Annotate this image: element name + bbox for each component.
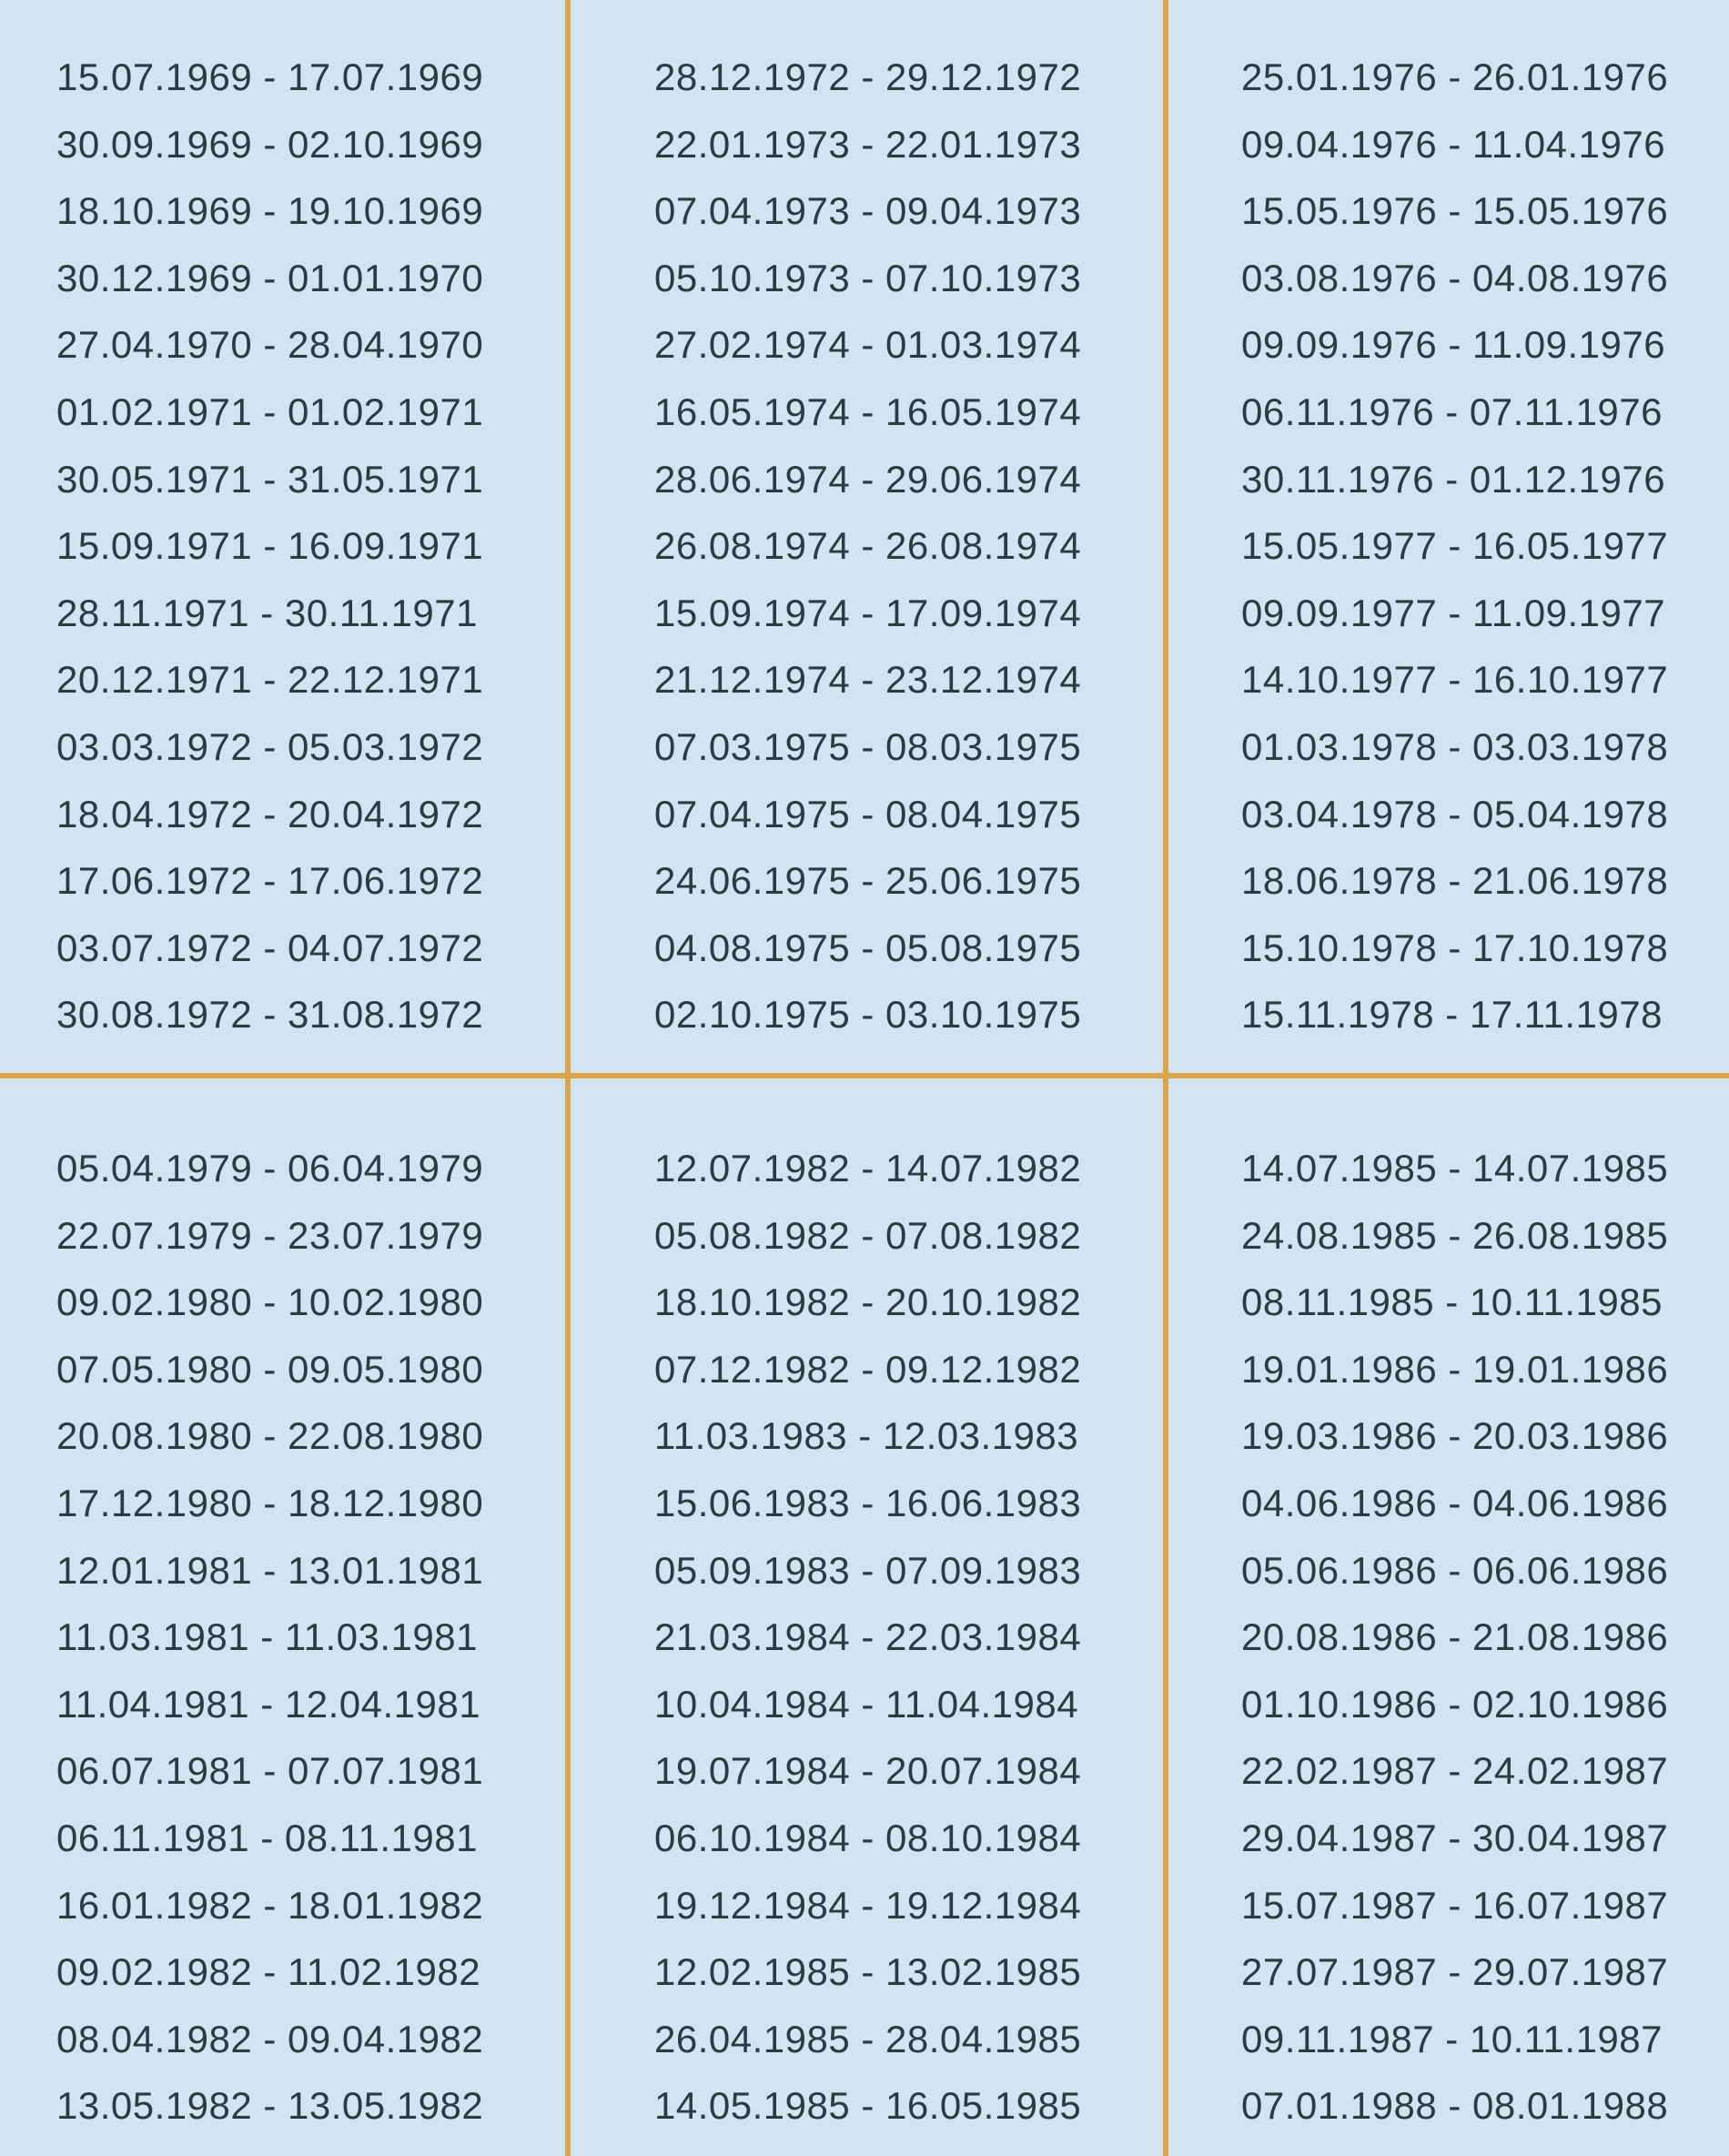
date-range: 15.05.1977 - 16.05.1977 bbox=[1241, 524, 1669, 568]
date-range: 04.08.1975 - 05.08.1975 bbox=[654, 926, 1082, 969]
date-range: 30.08.1972 - 31.08.1972 bbox=[56, 993, 484, 1037]
date-range: 01.10.1986 - 02.10.1986 bbox=[1241, 1682, 1669, 1726]
date-range: 18.10.1969 - 19.10.1969 bbox=[56, 189, 484, 233]
date-range: 18.04.1972 - 20.04.1972 bbox=[56, 792, 484, 835]
date-list-1982-1985 bbox=[571, 1078, 1163, 2156]
date-range: 07.04.1973 - 09.04.1973 bbox=[654, 189, 1082, 233]
date-range: 12.02.1985 - 13.02.1985 bbox=[654, 1950, 1082, 1994]
date-range: 11.04.1981 - 12.04.1981 bbox=[56, 1682, 481, 1726]
date-range: 09.02.1982 - 11.02.1982 bbox=[56, 1950, 481, 1994]
date-range: 09.09.1976 - 11.09.1976 bbox=[1241, 323, 1666, 367]
date-range: 30.05.1971 - 31.05.1971 bbox=[56, 457, 484, 501]
date-range: 26.08.1974 - 26.08.1974 bbox=[654, 524, 1082, 568]
date-range: 09.02.1980 - 10.02.1980 bbox=[56, 1280, 484, 1324]
date-range: 17.12.1980 - 18.12.1980 bbox=[56, 1481, 484, 1524]
date-list-1976-1978 bbox=[1168, 0, 1729, 1073]
date-range: 05.08.1982 - 07.08.1982 bbox=[654, 1213, 1082, 1257]
date-list-1972-1975 bbox=[571, 0, 1163, 1073]
date-range: 05.10.1973 - 07.10.1973 bbox=[654, 256, 1082, 299]
date-range: 12.07.1982 - 14.07.1982 bbox=[654, 1147, 1082, 1189]
date-range: 12.01.1981 - 13.01.1981 bbox=[56, 1548, 484, 1592]
date-range: 20.08.1986 - 21.08.1986 bbox=[1241, 1615, 1669, 1659]
date-range: 15.11.1978 - 17.11.1978 bbox=[1241, 993, 1663, 1037]
date-range: 26.04.1985 - 28.04.1985 bbox=[654, 2017, 1082, 2060]
date-range: 05.09.1983 - 07.09.1983 bbox=[654, 1548, 1082, 1592]
date-range: 07.12.1982 - 09.12.1982 bbox=[654, 1347, 1082, 1391]
date-range: 22.01.1973 - 22.01.1973 bbox=[654, 122, 1082, 166]
date-range: 28.06.1974 - 29.06.1974 bbox=[654, 457, 1082, 501]
date-list-1985-1988 bbox=[1168, 1078, 1729, 2156]
date-range: 24.06.1975 - 25.06.1975 bbox=[654, 859, 1082, 903]
date-range: 15.09.1971 - 16.09.1971 bbox=[56, 524, 484, 568]
date-range: 28.11.1971 - 30.11.1971 bbox=[56, 591, 478, 634]
date-range: 19.12.1984 - 19.12.1984 bbox=[654, 1883, 1082, 1927]
date-range: 14.07.1985 - 14.07.1985 bbox=[1241, 1147, 1669, 1189]
date-range: 15.09.1974 - 17.09.1974 bbox=[654, 591, 1082, 634]
date-range: 06.10.1984 - 08.10.1984 bbox=[654, 1816, 1082, 1859]
date-range: 15.07.1987 - 16.07.1987 bbox=[1241, 1883, 1669, 1927]
date-range: 27.04.1970 - 28.04.1970 bbox=[56, 323, 484, 367]
date-range: 29.04.1987 - 30.04.1987 bbox=[1241, 1816, 1669, 1859]
date-range: 08.04.1982 - 09.04.1982 bbox=[56, 2017, 484, 2060]
date-range: 22.07.1979 - 23.07.1979 bbox=[56, 1213, 484, 1257]
date-range: 04.06.1986 - 04.06.1986 bbox=[1241, 1481, 1669, 1524]
date-range: 06.07.1981 - 07.07.1981 bbox=[56, 1749, 484, 1793]
date-range: 07.05.1980 - 09.05.1980 bbox=[56, 1347, 484, 1391]
date-range: 19.03.1986 - 20.03.1986 bbox=[1241, 1414, 1669, 1458]
date-range: 24.08.1985 - 26.08.1985 bbox=[1241, 1213, 1669, 1257]
date-range: 14.10.1977 - 16.10.1977 bbox=[1241, 658, 1669, 702]
date-range: 15.10.1978 - 17.10.1978 bbox=[1241, 926, 1669, 969]
date-range: 11.03.1981 - 11.03.1981 bbox=[56, 1615, 478, 1659]
date-range: 18.06.1978 - 21.06.1978 bbox=[1241, 859, 1669, 903]
date-range: 16.01.1982 - 18.01.1982 bbox=[56, 1883, 484, 1927]
date-range: 07.04.1975 - 08.04.1975 bbox=[654, 792, 1082, 835]
date-range: 30.12.1969 - 01.01.1970 bbox=[56, 256, 484, 299]
date-range: 05.04.1979 - 06.04.1979 bbox=[56, 1147, 484, 1189]
date-range: 03.04.1978 - 05.04.1978 bbox=[1241, 792, 1669, 835]
date-range: 17.06.1972 - 17.06.1972 bbox=[56, 859, 484, 903]
date-range: 07.01.1988 - 08.01.1988 bbox=[1241, 2084, 1669, 2128]
date-range: 03.03.1972 - 05.03.1972 bbox=[56, 724, 484, 768]
date-range: 27.02.1974 - 01.03.1974 bbox=[654, 323, 1082, 367]
date-range: 11.03.1983 - 12.03.1983 bbox=[654, 1414, 1079, 1458]
date-range: 30.11.1976 - 01.12.1976 bbox=[1241, 457, 1666, 501]
date-range: 19.07.1984 - 20.07.1984 bbox=[654, 1749, 1082, 1793]
date-range: 06.11.1981 - 08.11.1981 bbox=[56, 1816, 478, 1859]
date-range: 09.11.1987 - 10.11.1987 bbox=[1241, 2017, 1663, 2060]
date-range: 01.03.1978 - 03.03.1978 bbox=[1241, 724, 1669, 768]
date-range: 08.11.1985 - 10.11.1985 bbox=[1241, 1280, 1663, 1324]
date-range: 20.08.1980 - 22.08.1980 bbox=[56, 1414, 484, 1458]
date-range: 22.02.1987 - 24.02.1987 bbox=[1241, 1749, 1669, 1793]
date-range: 06.11.1976 - 07.11.1976 bbox=[1241, 390, 1663, 433]
date-range: 09.09.1977 - 11.09.1977 bbox=[1241, 591, 1666, 634]
date-range: 15.05.1976 - 15.05.1976 bbox=[1241, 189, 1669, 233]
date-range: 16.05.1974 - 16.05.1974 bbox=[654, 390, 1082, 433]
date-range: 20.12.1971 - 22.12.1971 bbox=[56, 658, 484, 702]
date-range: 13.05.1982 - 13.05.1982 bbox=[56, 2084, 484, 2128]
date-range: 21.12.1974 - 23.12.1974 bbox=[654, 658, 1082, 702]
date-range: 01.02.1971 - 01.02.1971 bbox=[56, 390, 484, 433]
date-range: 14.05.1985 - 16.05.1985 bbox=[654, 2084, 1082, 2128]
date-range: 27.07.1987 - 29.07.1987 bbox=[1241, 1950, 1669, 1994]
date-list-1979-1982 bbox=[0, 1078, 565, 2156]
date-range: 15.06.1983 - 16.06.1983 bbox=[654, 1481, 1082, 1524]
date-range: 03.07.1972 - 04.07.1972 bbox=[56, 926, 484, 969]
date-range: 07.03.1975 - 08.03.1975 bbox=[654, 724, 1082, 768]
date-range: 05.06.1986 - 06.06.1986 bbox=[1241, 1548, 1669, 1592]
date-range: 30.09.1969 - 02.10.1969 bbox=[56, 122, 484, 166]
date-range: 18.10.1982 - 20.10.1982 bbox=[654, 1280, 1082, 1324]
date-range: 28.12.1972 - 29.12.1972 bbox=[654, 56, 1082, 98]
date-range: 25.01.1976 - 26.01.1976 bbox=[1241, 56, 1669, 98]
date-range: 15.07.1969 - 17.07.1969 bbox=[56, 56, 484, 98]
date-range: 09.04.1976 - 11.04.1976 bbox=[1241, 122, 1666, 166]
date-range: 03.08.1976 - 04.08.1976 bbox=[1241, 256, 1669, 299]
date-list-1969-1972 bbox=[0, 0, 565, 1073]
date-range: 21.03.1984 - 22.03.1984 bbox=[654, 1615, 1082, 1659]
date-range: 10.04.1984 - 11.04.1984 bbox=[654, 1682, 1079, 1726]
date-range: 02.10.1975 - 03.10.1975 bbox=[654, 993, 1082, 1037]
date-range: 19.01.1986 - 19.01.1986 bbox=[1241, 1347, 1669, 1391]
